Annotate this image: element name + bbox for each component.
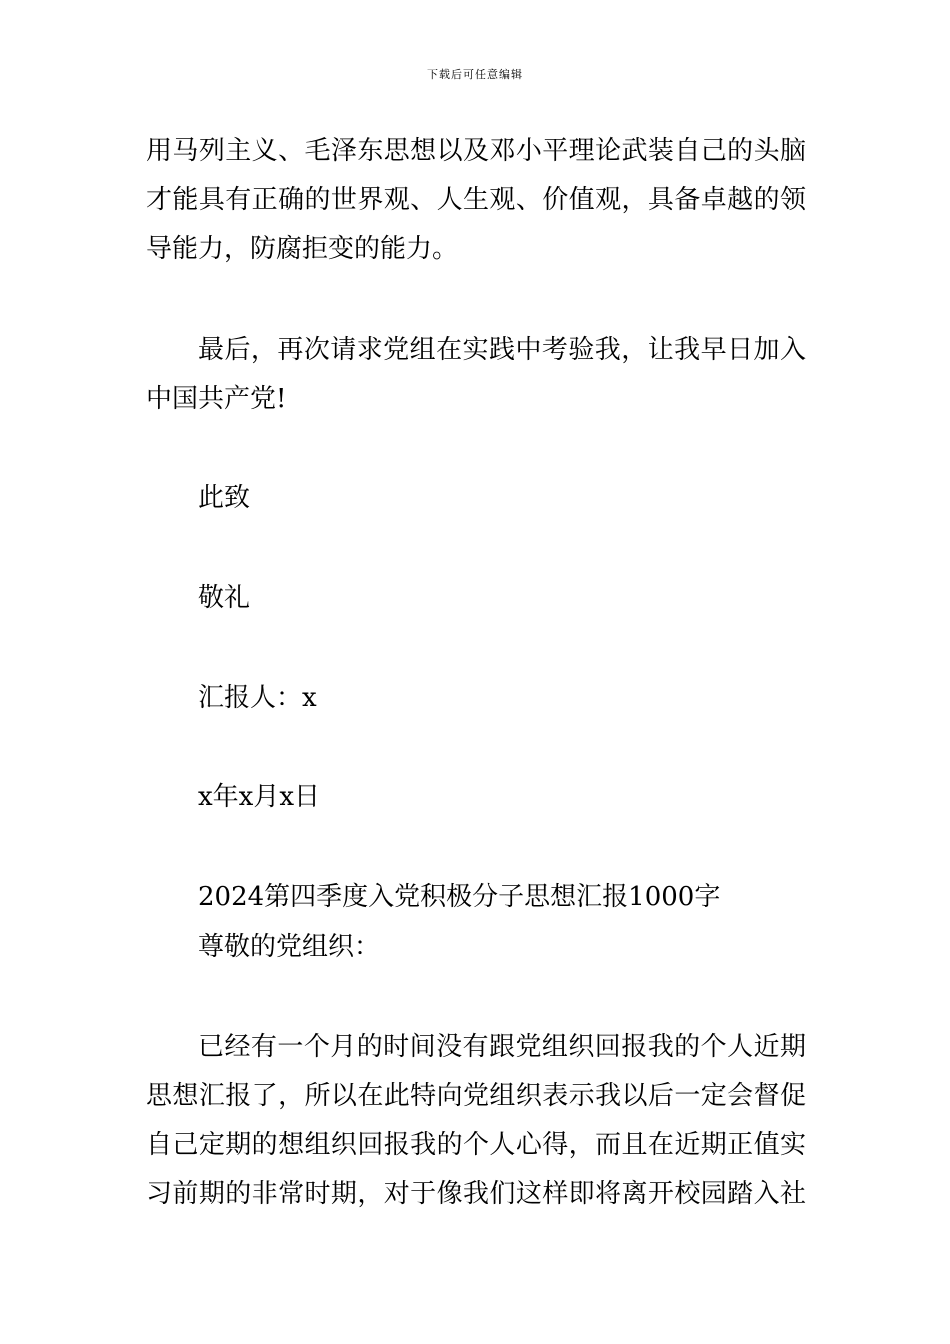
paragraph-3-line-1: 已经有一个月的时间没有跟党组织回报我的个人近期 [198,1032,806,1062]
reporter-line: 汇报人：x [198,683,317,713]
salute-text: 敬礼 [198,583,251,613]
paragraph-1-line-3: 导能力，防腐拒变的能力。 [146,234,459,264]
paragraph-2-line-2: 中国共产党! [146,384,287,414]
paragraph-3-line-2: 思想汇报了，所以在此特向党组织表示我以后一定会督促 [146,1081,806,1111]
paragraph-1-line-2: 才能具有正确的世界观、人生观、价值观，具备卓越的领 [146,185,806,215]
paragraph-3-line-3: 自己定期的想组织回报我的个人心得，而且在近期正值实 [146,1130,806,1160]
greeting-line: 尊敬的党组织： [198,932,381,962]
paragraph-1-line-1: 用马列主义、毛泽东思想以及邓小平理论武装自己的头脑 [146,136,806,166]
document-title: 2024第四季度入党积极分子思想汇报1000字 [198,882,721,912]
date-line: x年x月x日 [198,782,320,812]
paragraph-3-line-4: 习前期的非常时期，对于像我们这样即将离开校园踏入社 [146,1179,806,1209]
paragraph-2-line-1: 最后，再次请求党组在实践中考验我，让我早日加入 [198,335,806,365]
closing-text: 此致 [198,483,251,513]
page-header-note: 下载后可任意编辑 [427,68,523,81]
